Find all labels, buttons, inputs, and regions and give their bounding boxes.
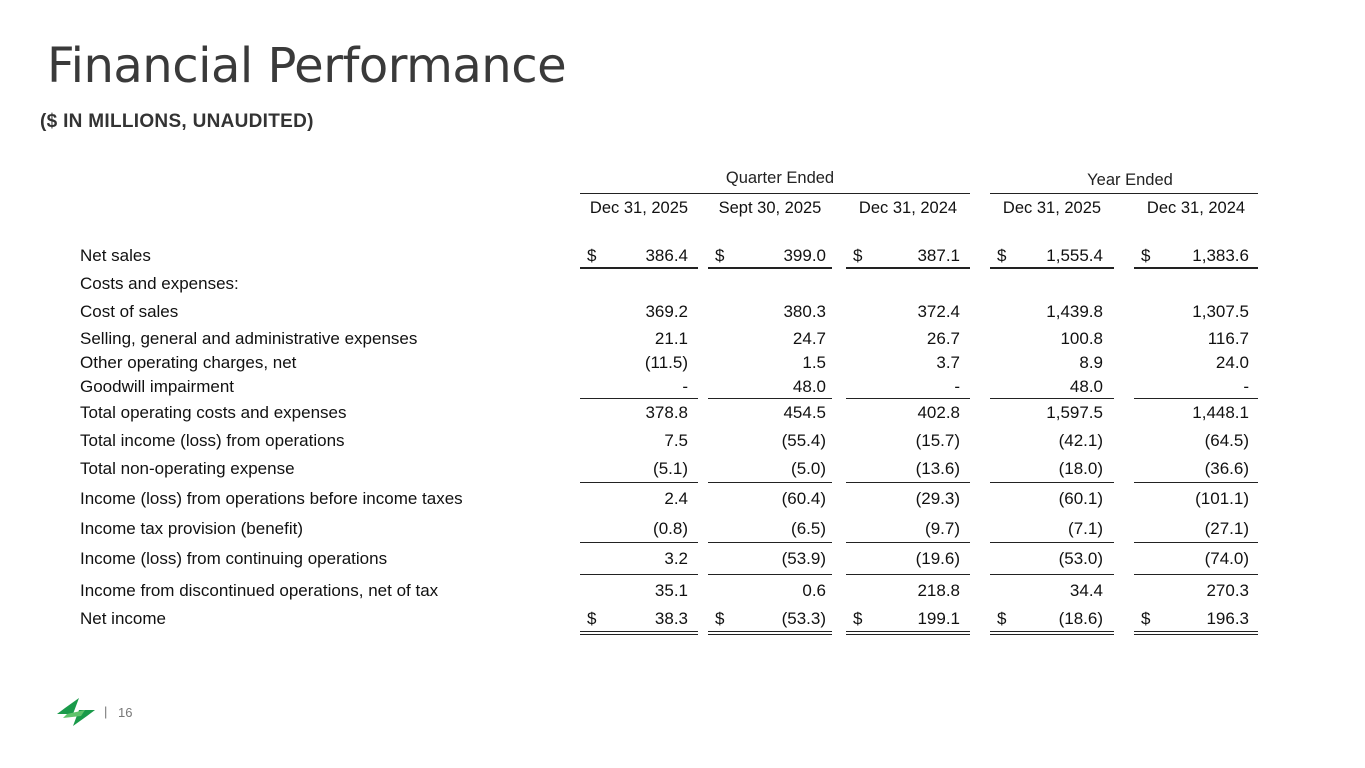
row-label: Cost of sales [80,302,179,321]
row-label: Net sales [80,246,151,265]
table-rule [990,631,1114,635]
table-cell: 199.1 [917,609,960,628]
table-cell: (7.1) [1068,519,1103,538]
table-cell: - [954,377,960,396]
row-label: Total income (loss) from operations [80,431,345,450]
table-cell: 3.7 [936,353,960,372]
table-cell: (9.7) [925,519,960,538]
table-cell: 26.7 [926,329,960,348]
row-label: Total operating costs and expenses [80,403,347,422]
table-rule [708,542,832,543]
table-cell: (5.1) [653,459,688,478]
column-header: Dec 31, 2025 [589,199,689,217]
currency-symbol: $ [715,609,725,628]
table-cell: (0.8) [653,519,688,538]
row-label: Income tax provision (benefit) [80,519,303,538]
table-cell: 48.0 [1069,377,1103,396]
row-label: Income from discontinued operations, net of tax [80,581,439,600]
column-header: Sept 30, 2025 [718,199,822,217]
table-cell: (36.6) [1204,459,1249,478]
table-cell: 218.8 [917,581,960,600]
table-cell: (64.5) [1204,431,1249,450]
table-cell: 454.5 [783,403,826,422]
table-cell: - [1243,377,1249,396]
page-number: 16 [118,705,133,720]
table-cell: 1,307.5 [1192,302,1249,321]
table-cell: (42.1) [1058,431,1103,450]
column-header: Dec 31, 2024 [858,199,958,217]
currency-symbol: $ [715,246,725,265]
table-rule [1134,398,1258,399]
table-rule [846,482,970,483]
table-cell: 387.1 [917,246,960,265]
table-rule [708,267,832,269]
table-rule [1134,267,1258,269]
table-cell: 24.7 [792,329,826,348]
table-cell: 0.6 [802,581,826,600]
table-cell: 369.2 [645,302,688,321]
table-rule [990,482,1114,483]
table-cell: 1,439.8 [1046,302,1103,321]
table-rule [846,398,970,399]
table-rule [580,574,698,575]
year-group-rule [990,193,1258,194]
table-cell: (55.4) [781,431,826,450]
table-cell: 8.9 [1079,353,1103,372]
table-cell: 378.8 [645,403,688,422]
table-rule [990,398,1114,399]
table-cell: 1,448.1 [1192,403,1249,422]
row-label: Other operating charges, net [80,353,297,372]
table-rule [846,574,970,575]
table-cell: 116.7 [1207,329,1249,348]
table-cell: - [682,377,688,396]
table-rule [990,267,1114,269]
table-rule [1134,631,1258,635]
table-cell: 24.0 [1215,353,1249,372]
table-cell: 35.1 [654,581,688,600]
table-cell: 1,383.6 [1192,246,1249,265]
table-cell: 21.1 [654,329,688,348]
table-cell: 38.3 [654,609,688,628]
table-rule [846,631,970,635]
table-cell: 2.4 [664,489,688,508]
table-rule [846,267,970,269]
table-cell: (19.6) [915,549,960,568]
row-label: Selling, general and administrative expenses [80,329,418,348]
table-cell: (60.1) [1058,489,1103,508]
row-label: Total non-operating expense [80,459,295,478]
table-cell: 34.4 [1069,581,1103,600]
table-rule [846,542,970,543]
table-rule [708,574,832,575]
table-cell: (18.6) [1058,609,1103,628]
currency-symbol: $ [587,246,597,265]
table-rule [580,542,698,543]
table-cell: (53.0) [1058,549,1103,568]
table-cell: 270.3 [1206,581,1249,600]
column-header: Dec 31, 2024 [1146,199,1246,217]
table-cell: (53.3) [781,609,826,628]
column-header: Dec 31, 2025 [1002,199,1102,217]
row-label: Goodwill impairment [80,377,234,396]
table-cell: 1.5 [802,353,826,372]
table-cell: 402.8 [917,403,960,422]
table-cell: (6.5) [791,519,826,538]
table-cell: 100.8 [1060,329,1103,348]
table-rule [708,482,832,483]
table-cell: (15.7) [915,431,960,450]
table-rule [1134,542,1258,543]
table-cell: (101.1) [1195,489,1249,508]
table-rule [990,574,1114,575]
group-header-quarter: Quarter Ended [725,169,835,187]
table-cell: (11.5) [644,353,688,372]
table-cell: (60.4) [781,489,826,508]
group-header-year: Year Ended [1087,171,1173,189]
page-subtitle: ($ IN MILLIONS, UNAUDITED) [40,111,314,132]
table-cell: (29.3) [915,489,960,508]
table-cell: 372.4 [917,302,960,321]
table-rule [708,631,832,635]
currency-symbol: $ [853,246,863,265]
table-rule [990,542,1114,543]
row-label: Costs and expenses: [80,274,239,293]
quarter-group-rule [580,193,970,194]
currency-symbol: $ [1141,609,1151,628]
table-cell: (18.0) [1058,459,1103,478]
table-cell: (53.9) [781,549,826,568]
page-title: Financial Performance [47,38,567,94]
table-cell: 399.0 [783,246,826,265]
currency-symbol: $ [997,609,1007,628]
table-cell: 380.3 [783,302,826,321]
table-cell: 386.4 [645,246,688,265]
currency-symbol: $ [853,609,863,628]
table-rule [1134,574,1258,575]
currency-symbol: $ [997,246,1007,265]
row-label: Income (loss) from operations before income taxes [80,489,463,508]
table-cell: (13.6) [915,459,960,478]
table-rule [580,631,698,635]
row-label: Income (loss) from continuing operations [80,549,388,568]
table-cell: 1,555.4 [1046,246,1103,265]
company-logo-icon [55,694,97,730]
table-cell: (74.0) [1204,549,1249,568]
row-label: Net income [80,609,166,628]
table-cell: 7.5 [664,431,688,450]
table-cell: 1,597.5 [1046,403,1103,422]
table-cell: 48.0 [792,377,826,396]
table-rule [1134,482,1258,483]
table-rule [580,398,698,399]
table-cell: 196.3 [1206,609,1249,628]
currency-symbol: $ [1141,246,1151,265]
table-rule [580,482,698,483]
table-cell: (27.1) [1204,519,1249,538]
table-cell: (5.0) [791,459,826,478]
table-rule [580,267,698,269]
footer-separator: | [104,704,108,719]
table-rule [708,398,832,399]
currency-symbol: $ [587,609,597,628]
table-cell: 3.2 [664,549,688,568]
